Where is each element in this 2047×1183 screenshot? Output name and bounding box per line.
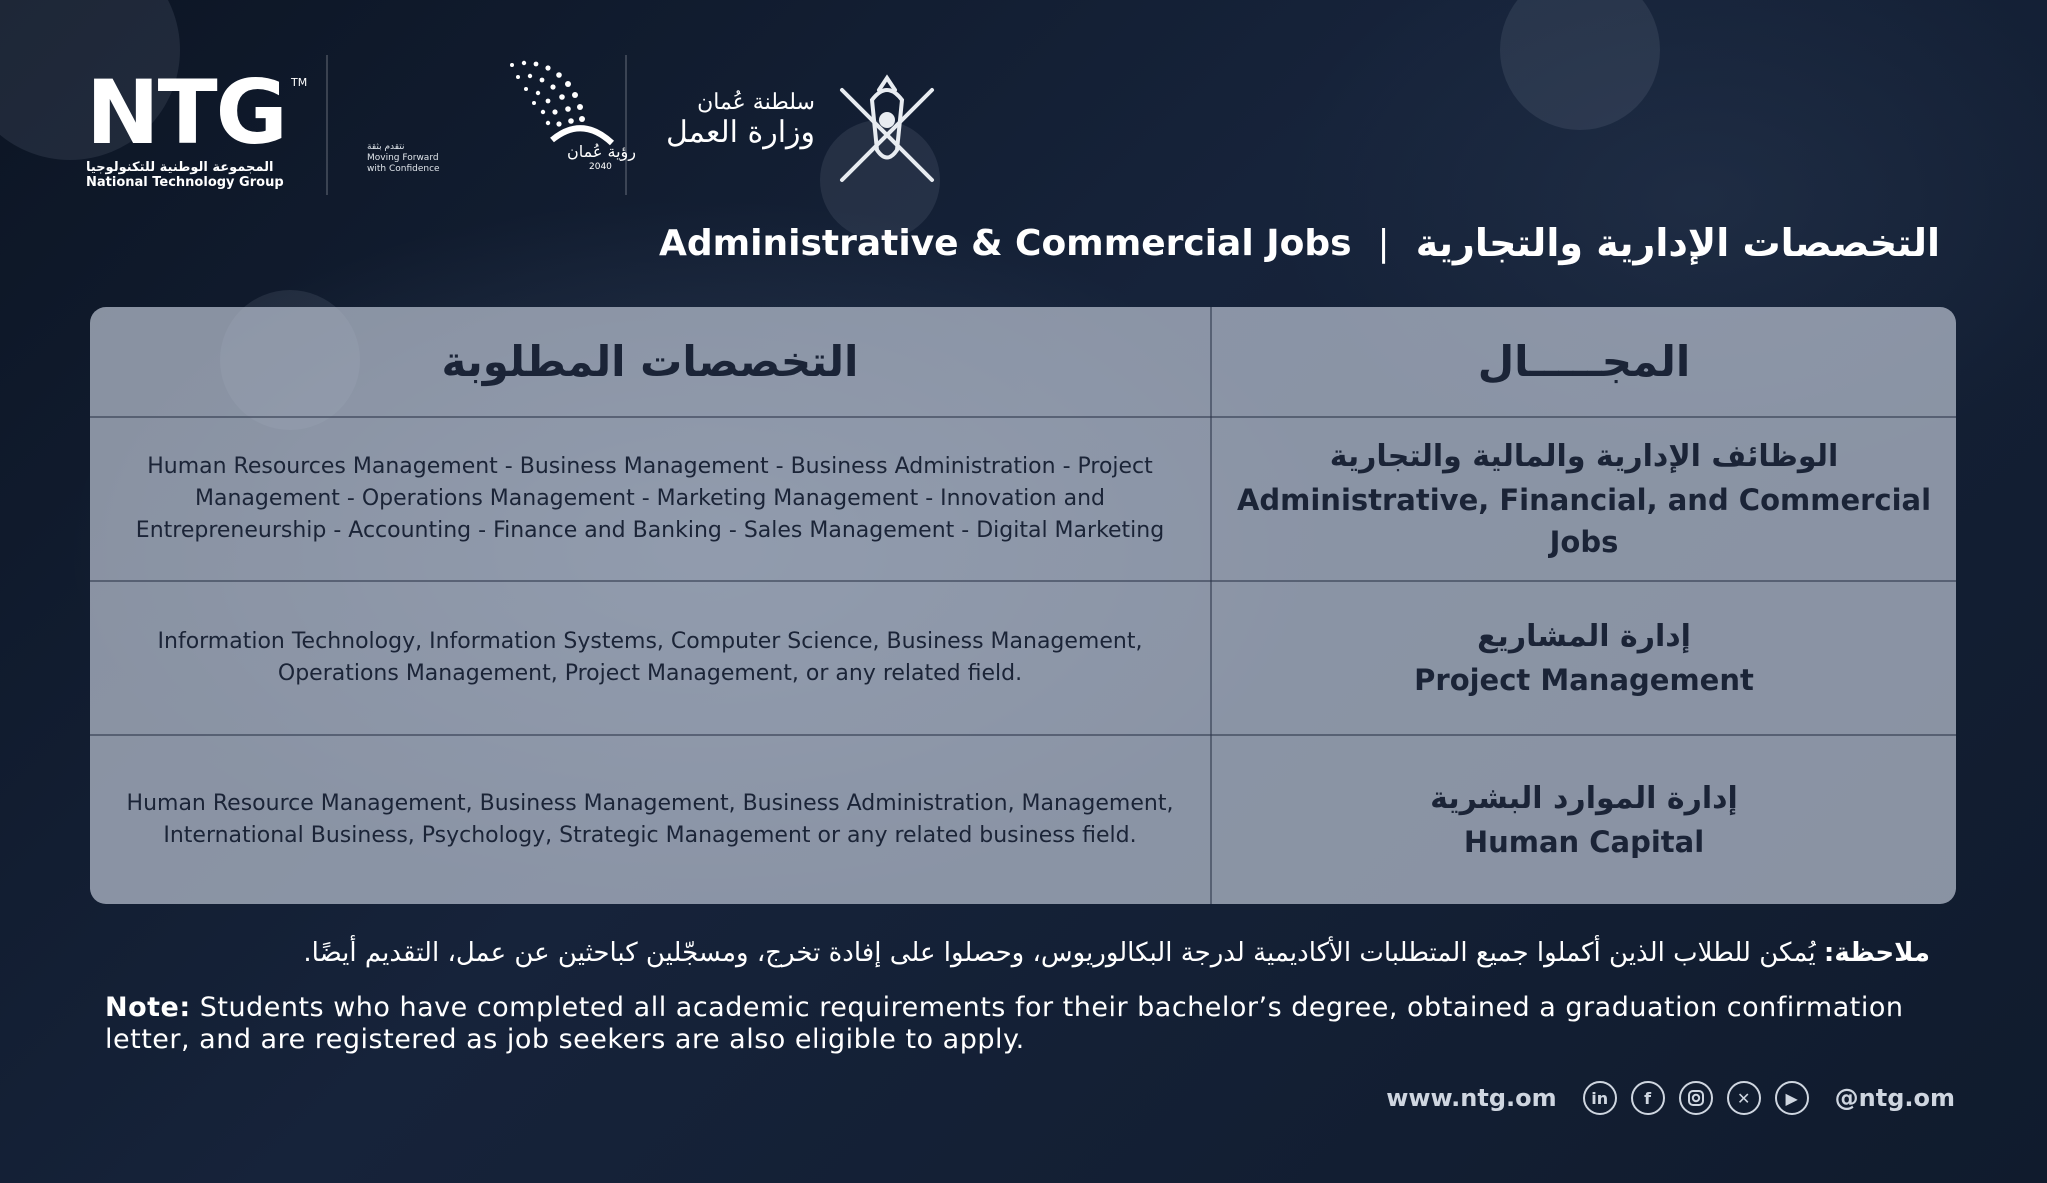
page-title-arabic: التخصصات الإدارية والتجارية bbox=[1415, 221, 1940, 265]
table-row-specializations: Human Resources Management - Business Management - Business Administration - Project Management - Operations Management - Marketing Management - Innovation and Entrepreneurship - Accounting - Finance and Banking - Sales Management - Digital Marketing bbox=[135, 454, 1165, 543]
table-row-field bbox=[1212, 582, 1956, 734]
youtube-icon[interactable]: ▶ bbox=[1775, 1081, 1809, 1115]
vision-name-arabic: رؤية عُمان bbox=[567, 142, 636, 161]
field-name-english: Administrative, Financial, and Commercial Jobs bbox=[1236, 483, 1932, 559]
ministry-text bbox=[665, 90, 815, 150]
logo-divider bbox=[326, 55, 328, 195]
instagram-icon[interactable] bbox=[1679, 1081, 1713, 1115]
note-arabic-label: ملاحظة: bbox=[1823, 938, 1930, 968]
specializations-table bbox=[90, 307, 1956, 904]
website-link[interactable]: www.ntg.om bbox=[1386, 1084, 1557, 1112]
note-english-text: Students who have completed all academic requirements for their bachelor’s degree, obtained a graduation confirmation letter, and are registered as job seekers are also eligible to apply. bbox=[105, 992, 1904, 1055]
page-title bbox=[640, 213, 1940, 273]
table-row-specializations: Information Technology, Information Systems, Computer Science, Business Management, Operations Management, Project Management, or any related field. bbox=[157, 629, 1143, 686]
header-specializations: التخصصات المطلوبة bbox=[441, 337, 859, 386]
logo-divider bbox=[625, 55, 627, 195]
vision-year: 2040 bbox=[589, 162, 612, 172]
note-english bbox=[105, 992, 1945, 1056]
field-name-english: Project Management bbox=[1414, 663, 1754, 697]
header-field: المجـــــال bbox=[1477, 337, 1691, 386]
field-name-arabic: إدارة الموارد البشرية bbox=[1430, 781, 1738, 816]
field-name-arabic: إدارة المشاريع bbox=[1477, 619, 1691, 654]
social-icons bbox=[1583, 1081, 1809, 1115]
vision-tagline bbox=[367, 142, 447, 175]
oman-emblem-icon bbox=[827, 70, 947, 190]
field-name-english: Human Capital bbox=[1463, 825, 1705, 859]
background-bokeh bbox=[1500, 0, 1660, 130]
ministry-of-labour-logo bbox=[665, 70, 945, 200]
field-name-arabic: الوظائف الإدارية والمالية والتجارية bbox=[1329, 439, 1839, 474]
note-english-label: Note: bbox=[105, 992, 191, 1023]
trademark-symbol: TM bbox=[291, 76, 308, 89]
note-arabic bbox=[110, 938, 1930, 968]
oman-vision-logo bbox=[367, 50, 687, 200]
footer bbox=[1386, 1076, 1955, 1120]
ministry-line-ministry: وزارة العمل bbox=[665, 115, 815, 150]
facebook-icon[interactable]: f bbox=[1631, 1081, 1665, 1115]
note-arabic-text: يُمكن للطلاب الذين أكملوا جميع المتطلبات الأكاديمية لدرجة البكالوريوس، وحصلوا على إفادة تخرج، ومسجّلين كباحثين عن عمل، التقديم أيضًا. bbox=[303, 938, 1824, 968]
page-title-english: Administrative & Commercial Jobs bbox=[659, 222, 1352, 264]
table-row-field bbox=[1212, 418, 1956, 580]
x-icon[interactable]: ✕ bbox=[1727, 1081, 1761, 1115]
linkedin-icon[interactable]: in bbox=[1583, 1081, 1617, 1115]
ntg-name-arabic: المجموعة الوطنية للتكنولوجيا bbox=[86, 160, 274, 175]
vision-tagline-english-2: with Confidence bbox=[367, 164, 440, 174]
vision-tagline-arabic: نتقدم بثقة bbox=[367, 142, 405, 152]
header-logos bbox=[80, 50, 960, 200]
ministry-line-sultanate: سلطنة عُمان bbox=[697, 90, 815, 115]
social-handle[interactable]: @ntg.om bbox=[1834, 1084, 1955, 1112]
ntg-logo bbox=[86, 61, 386, 190]
title-separator: | bbox=[1377, 222, 1390, 264]
table-row-specializations: Human Resource Management, Business Management, Business Administration, Management, International Business, Psychology, Strategic Management or any related business field. bbox=[126, 791, 1174, 848]
ntg-name-english: National Technology Group bbox=[86, 175, 284, 190]
ntg-logo-mark: NTG bbox=[86, 61, 286, 164]
vision-tagline-english-1: Moving Forward bbox=[367, 153, 439, 163]
table-row-field bbox=[1212, 736, 1956, 904]
